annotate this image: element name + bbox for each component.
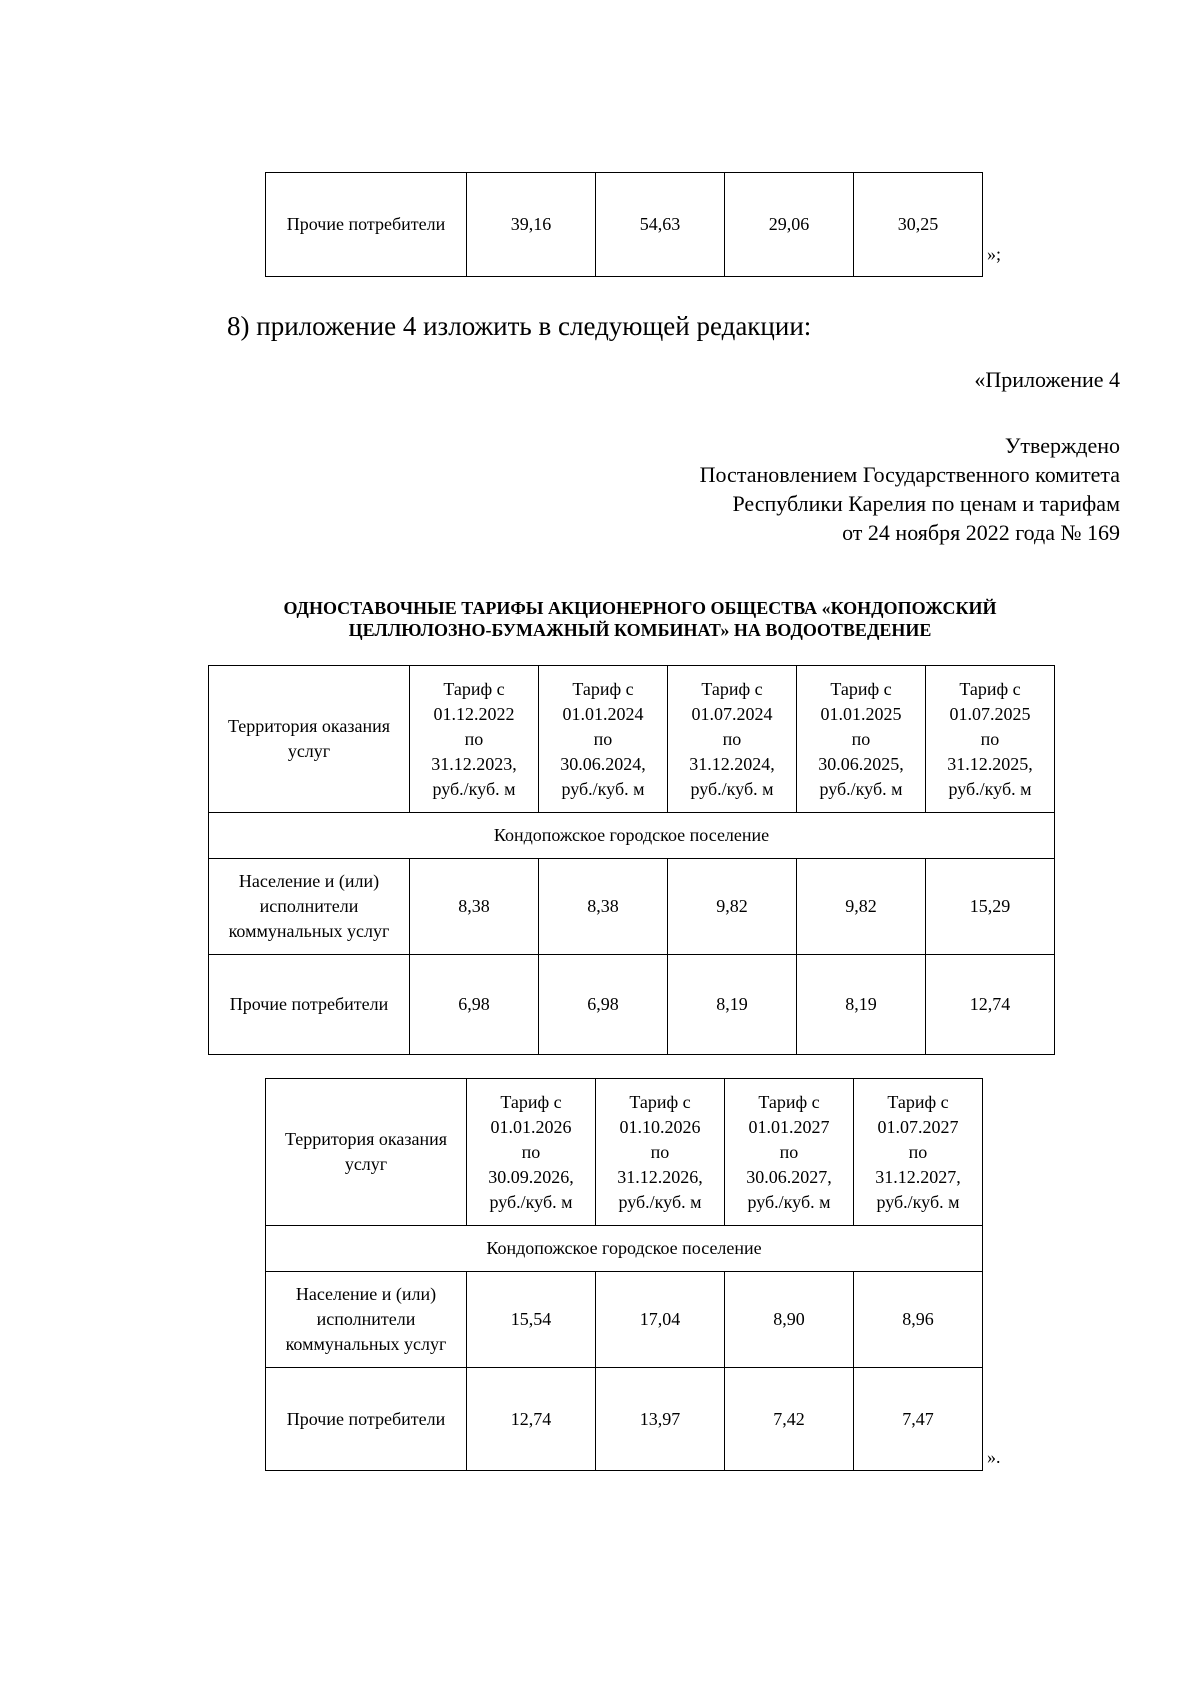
column-header: Тариф с 01.12.2022 по 31.12.2023, руб./куб. м: [410, 666, 539, 813]
column-header: Тариф с 01.07.2024 по 31.12.2024, руб./куб. м: [668, 666, 797, 813]
column-header: Тариф с 01.10.2026 по 31.12.2026, руб./куб. м: [596, 1079, 725, 1226]
value-cell: 54,63: [596, 173, 725, 277]
closing-quote-bottom: ».: [987, 1447, 1001, 1467]
row-label: Население и (или) исполнители коммунальных услуг: [266, 1272, 467, 1368]
approval-block: [700, 431, 1120, 547]
section-row: Кондопожское городское поселение: [209, 813, 1055, 859]
value-cell: 13,97: [596, 1368, 725, 1471]
title-line: ОДНОСТАВОЧНЫЕ ТАРИФЫ АКЦИОНЕРНОГО ОБЩЕСТВА «КОНДОПОЖСКИЙ: [283, 598, 997, 618]
value-cell: 15,29: [926, 859, 1055, 955]
value-cell: 39,16: [467, 173, 596, 277]
column-header: Тариф с 01.07.2027 по 31.12.2027, руб./куб. м: [854, 1079, 983, 1226]
tariff-table-2026-2027: [265, 1078, 983, 1471]
row-label: Прочие потребители: [209, 955, 410, 1055]
territory-header: Территория оказания услуг: [209, 666, 410, 813]
column-header: Тариф с 01.07.2025 по 31.12.2025, руб./куб. м: [926, 666, 1055, 813]
appendix-label: «Приложение 4: [974, 367, 1120, 392]
value-cell: 6,98: [539, 955, 668, 1055]
value-cell: 8,96: [854, 1272, 983, 1368]
value-cell: 9,82: [797, 859, 926, 955]
value-cell: 8,90: [725, 1272, 854, 1368]
column-header: Тариф с 01.01.2024 по 30.06.2024, руб./куб. м: [539, 666, 668, 813]
value-cell: 17,04: [596, 1272, 725, 1368]
approval-line: Постановлением Государственного комитета: [699, 462, 1120, 487]
territory-header: Территория оказания услуг: [266, 1079, 467, 1226]
value-cell: 7,47: [854, 1368, 983, 1471]
column-header: Тариф с 01.01.2027 по 30.06.2027, руб./куб. м: [725, 1079, 854, 1226]
value-cell: 29,06: [725, 173, 854, 277]
value-cell: 15,54: [467, 1272, 596, 1368]
instruction-paragraph: 8) приложение 4 изложить в следующей редакции:: [227, 311, 812, 341]
value-cell: 8,38: [410, 859, 539, 955]
value-cell: 9,82: [668, 859, 797, 955]
title-line: ЦЕЛЛЮЛОЗНО-БУМАЖНЫЙ КОМБИНАТ» НА ВОДООТВЕДЕНИЕ: [348, 620, 932, 640]
approval-line: от 24 ноября 2022 года № 169: [842, 520, 1120, 545]
value-cell: 8,38: [539, 859, 668, 955]
document-title: [200, 597, 1080, 641]
value-cell: 8,19: [668, 955, 797, 1055]
approval-line: Республики Карелия по ценам и тарифам: [732, 491, 1120, 516]
value-cell: 6,98: [410, 955, 539, 1055]
column-header: Тариф с 01.01.2026 по 30.09.2026, руб./куб. м: [467, 1079, 596, 1226]
value-cell: 12,74: [467, 1368, 596, 1471]
approval-line: Утверждено: [1004, 433, 1120, 458]
section-row: Кондопожское городское поселение: [266, 1226, 983, 1272]
value-cell: 30,25: [854, 173, 983, 277]
value-cell: 8,19: [797, 955, 926, 1055]
row-label: Прочие потребители: [266, 173, 467, 277]
top-tariff-table: [265, 172, 983, 277]
row-label: Прочие потребители: [266, 1368, 467, 1471]
column-header: Тариф с 01.01.2025 по 30.06.2025, руб./куб. м: [797, 666, 926, 813]
value-cell: 12,74: [926, 955, 1055, 1055]
closing-quote-top: »;: [987, 244, 1002, 264]
row-label: Население и (или) исполнители коммунальных услуг: [209, 859, 410, 955]
tariff-table-2022-2025: [208, 665, 1055, 1055]
value-cell: 7,42: [725, 1368, 854, 1471]
